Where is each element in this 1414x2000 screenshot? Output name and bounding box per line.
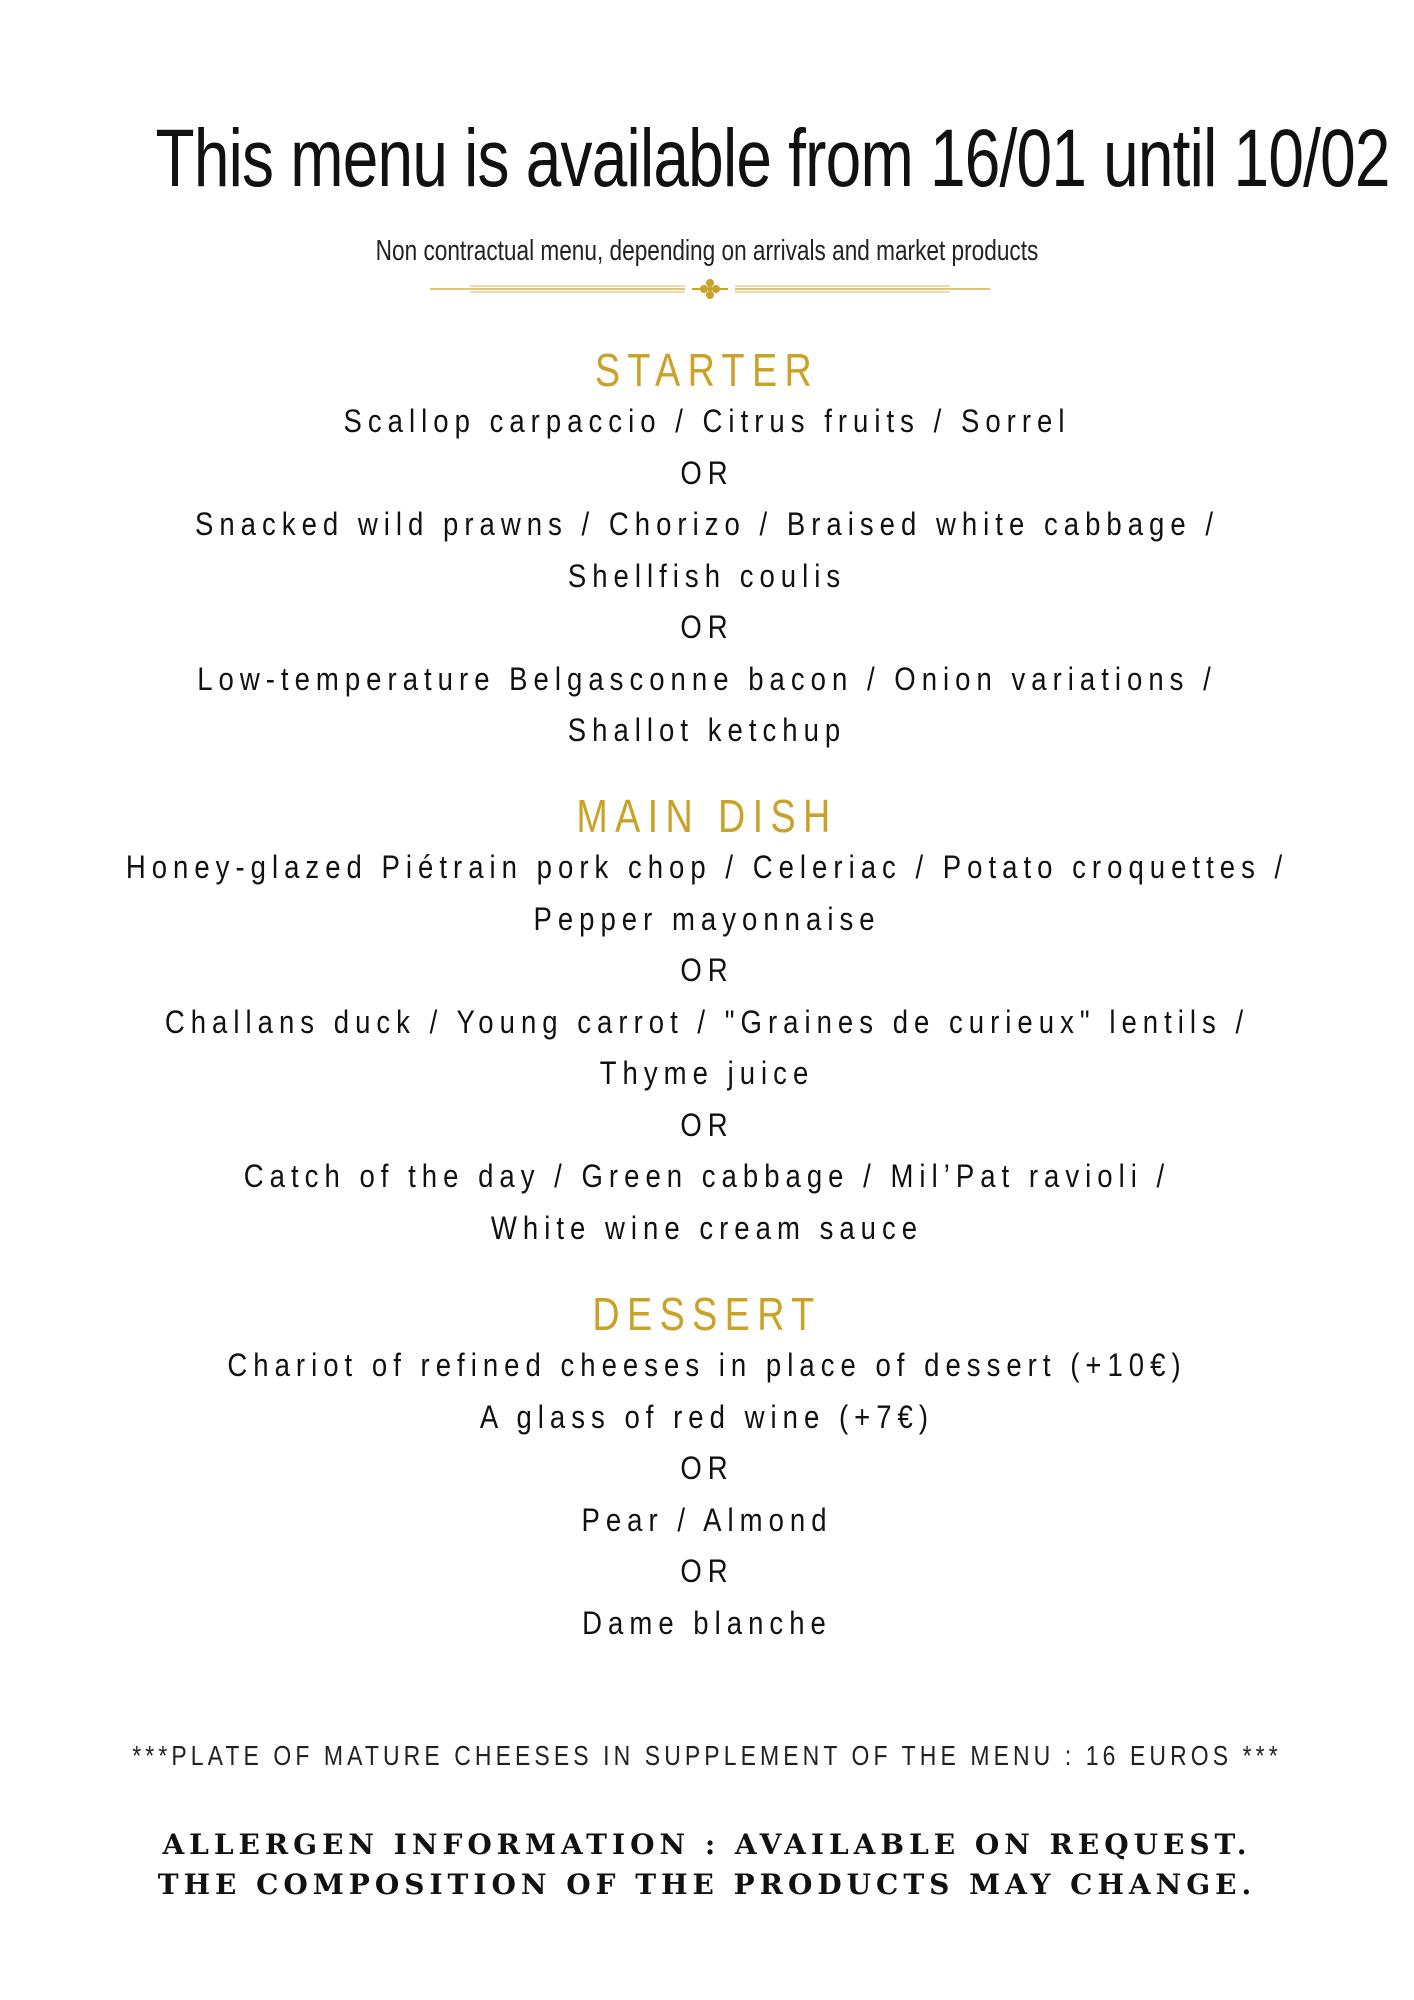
main-dish-section bbox=[0, 790, 1414, 1254]
starter-line: OR bbox=[680, 609, 734, 645]
menu-subtitle: Non contractual menu, depending on arrivals and market products bbox=[375, 235, 1039, 267]
dessert-line: Chariot of refined cheeses in place of dessert (+10€) bbox=[227, 1347, 1187, 1383]
main-dish-line: Pepper mayonnaise bbox=[533, 900, 881, 937]
allergen-info bbox=[0, 1825, 1414, 1905]
cheese-supplement-note: ***PLATE OF MATURE CHEESES IN SUPPLEMENT OF THE MENU : 16 EUROS *** bbox=[132, 1740, 1282, 1771]
main-dish-line: Honey-glazed Piétrain pork chop / Celeriac / Potato croquettes / bbox=[125, 849, 1289, 885]
main-dish-line: Challans duck / Young carrot / "Graines de curieux" lentils / bbox=[164, 1003, 1250, 1040]
starter-line: Scallop carpaccio / Citrus fruits / Sorrel bbox=[343, 403, 1071, 439]
starter-line: Shellfish coulis bbox=[567, 557, 847, 594]
starter-title: STARTER bbox=[594, 344, 820, 396]
menu-title: This menu is available from 16/01 until 10/02 bbox=[155, 113, 1390, 204]
starter-line: Snacked wild prawns / Chorizo / Braised white cabbage / bbox=[194, 506, 1220, 542]
dessert-line: A glass of red wine (+7€) bbox=[479, 1398, 935, 1435]
dessert-line: OR bbox=[680, 1450, 734, 1486]
main-dish-title: MAIN DISH bbox=[576, 790, 838, 842]
starter-line: Shallot ketchup bbox=[567, 712, 847, 748]
starter-section bbox=[0, 344, 1414, 757]
dessert-line: Dame blanche bbox=[582, 1604, 832, 1641]
allergen-line: THE COMPOSITION OF THE PRODUCTS MAY CHANGE. bbox=[157, 1868, 1257, 1901]
dessert-section bbox=[0, 1288, 1414, 1649]
main-dish-line: OR bbox=[680, 1106, 734, 1143]
main-dish-line: Catch of the day / Green cabbage / Mil’Pat ravioli / bbox=[243, 1158, 1171, 1194]
ornament-divider-icon bbox=[430, 278, 990, 300]
dessert-title: DESSERT bbox=[592, 1288, 822, 1340]
allergen-line: ALLERGEN INFORMATION : AVAILABLE ON REQUEST. bbox=[162, 1828, 1252, 1861]
starter-line: Low-temperature Belgasconne bacon / Onion variations / bbox=[197, 660, 1217, 697]
dessert-line: Pear / Almond bbox=[581, 1501, 833, 1538]
main-dish-line: Thyme juice bbox=[599, 1055, 815, 1091]
dessert-line: OR bbox=[680, 1553, 734, 1589]
starter-line: OR bbox=[680, 454, 734, 491]
main-dish-line: White wine cream sauce bbox=[490, 1209, 924, 1246]
main-dish-line: OR bbox=[680, 952, 734, 988]
